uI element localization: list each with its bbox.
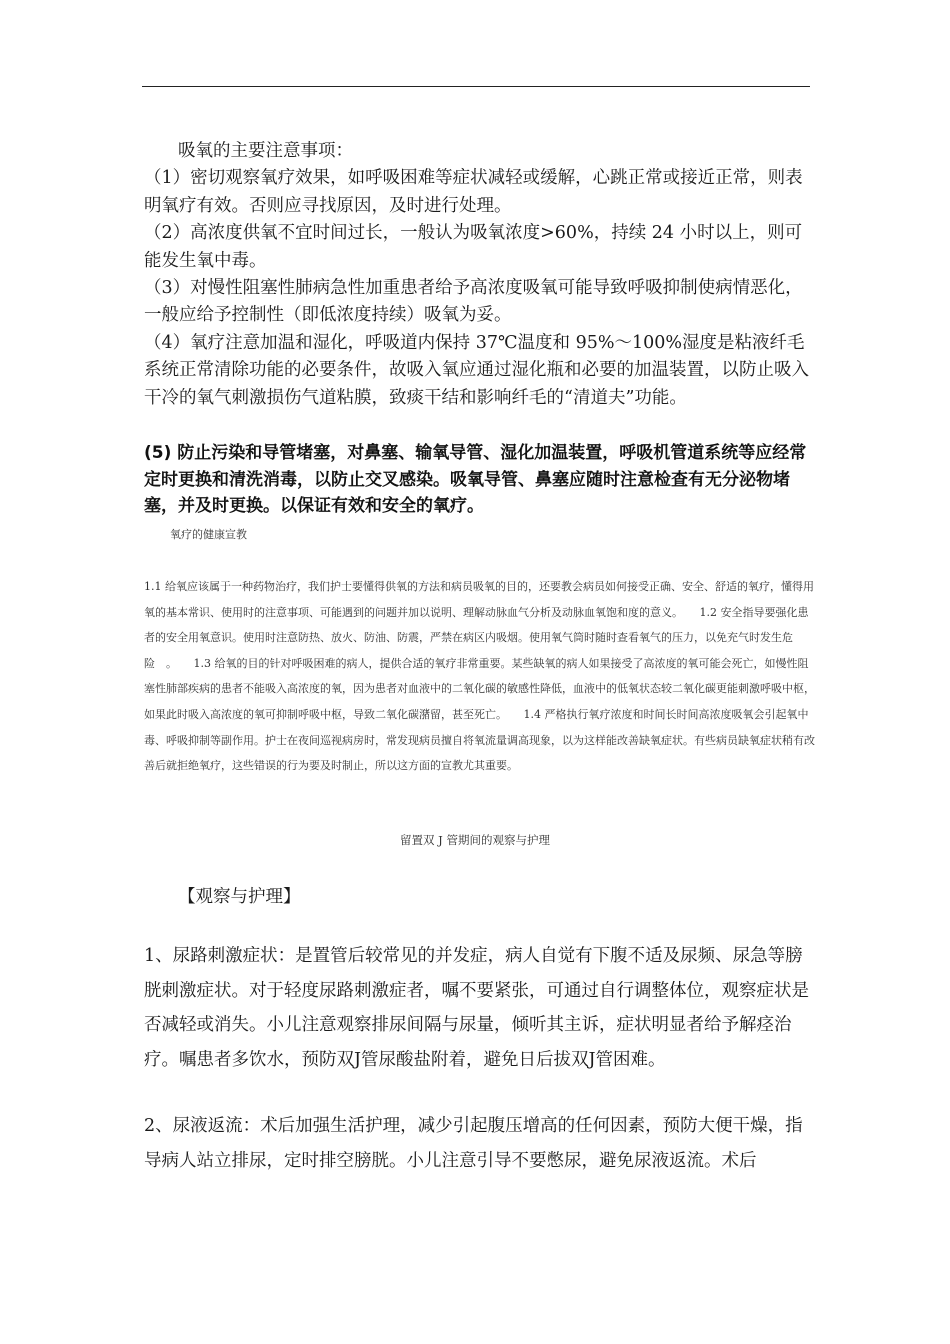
precaution-item-5: (5) 防止污染和导管堵塞，对鼻塞、输氧导管、湿化加温装置，呼吸机管道系统等应经常定时更换和清洗消毒，以防止交叉感染。吸氧导管、鼻塞应随时注意检查有无分泌物堵塞，并及时更换。以保证有效和安全的氧疗。	[144, 443, 807, 517]
precaution-item-4: （4）氧疗注意加温和湿化，呼吸道内保持 37℃温度和 95%～100%湿度是粘液纤毛系统正常清除功能的必要条件，故吸入氧应通过湿化瓶和必要的加温装置，以防止吸入干冷的氧气刺激损伤气道粘膜，致痰干结和影响纤毛的“清道夫”功能。	[144, 332, 809, 408]
dj-tube-title: 留置双 J 管期间的观察与护理	[400, 833, 550, 847]
health-education-title: 氧疗的健康宣教	[170, 528, 247, 541]
oxygen-precautions-section	[144, 138, 814, 412]
precaution-item-1: （1）密切观察氧疗效果，如呼吸困难等症状减轻或缓解，心跳正常或接近正常，则表明氧疗有效。否则应寻找原因，及时进行处理。	[144, 168, 803, 216]
header-rule	[142, 86, 810, 87]
health-education-body: 1.1 给氧应该属于一种药物治疗，我们护士要懂得供氧的方法和病员吸氧的目的，还要教会病员如何接受正确、安全、舒适的氧疗，懂得用氧的基本常识、使用时的注意事项、可能遇到的问题并加以说明、理解动脉血气分析及动脉血氧饱和度的意义。 1.2 安全指导要强化患者的安全用氧意识。使用时注意防热、放火、防油、防震，严禁在病区内吸烟。使用氧气筒时随时查看氧气的压力，以免充气时发生危险 。 1.3 给氧的目的针对呼吸困难的病人，提供合适的氧疗非常重要。某些缺氧的病人如果接受了高浓度的氧可能会死亡，如慢性阻塞性肺部疾病的患者不能吸入高浓度的氧，因为患者对血液中的二氧化碳的敏感性降低，血液中的低氧状态较二氧化碳更能刺激呼吸中枢，如果此时吸入高浓度的氧可抑制呼吸中枢，导致二氧化碳潴留，甚至死亡。 1.4 严格执行氧疗浓度和时间长时间高浓度吸氧会引起氧中毒、呼吸抑制等副作用。护士在夜间巡视病房时，常发现病员擅自将氧流量调高现象，以为这样能改善缺氧症状。有些病员缺氧症状稍有改善后就拒绝氧疗，这些错误的行为要及时制止，所以这方面的宣教尤其重要。	[144, 580, 815, 773]
precaution-item-3: （3）对慢性阻塞性肺病急性加重患者给予高浓度吸氧可能导致呼吸抑制使病情恶化，一般应给予控制性（即低浓度持续）吸氧为妥。	[144, 278, 803, 326]
urine-reflux-paragraph: 2、尿液返流：术后加强生活护理，减少引起腹压增高的任何因素，预防大便干燥，指导病人站立排尿，定时排空膀胱。小儿注意引导不要憋尿，避免尿液返流。术后	[144, 1116, 803, 1171]
oxygen-precautions-heading: 吸氧的主要注意事项：	[178, 141, 353, 161]
precaution-item-2: （2）高浓度供氧不宜时间过长，一般认为吸氧浓度>60%，持续 24 小时以上，则可能发生氧中毒。	[144, 223, 803, 271]
urinary-irritation-paragraph: 1、尿路刺激症状：是置管后较常见的并发症，病人自觉有下腹不适及尿频、尿急等膀胱刺激症状。对于轻度尿路刺激症者，嘱不要紧张，可通过自行调整体位，观察症状是否减轻或消失。小儿注意观察排尿间隔与尿量，倾听其主诉，症状明显者给予解痉治疗。嘱患者多饮水，预防双J管尿酸盐附着，避免日后拔双J管困难。	[144, 946, 809, 1070]
observation-heading: 【观察与护理】	[178, 887, 301, 907]
